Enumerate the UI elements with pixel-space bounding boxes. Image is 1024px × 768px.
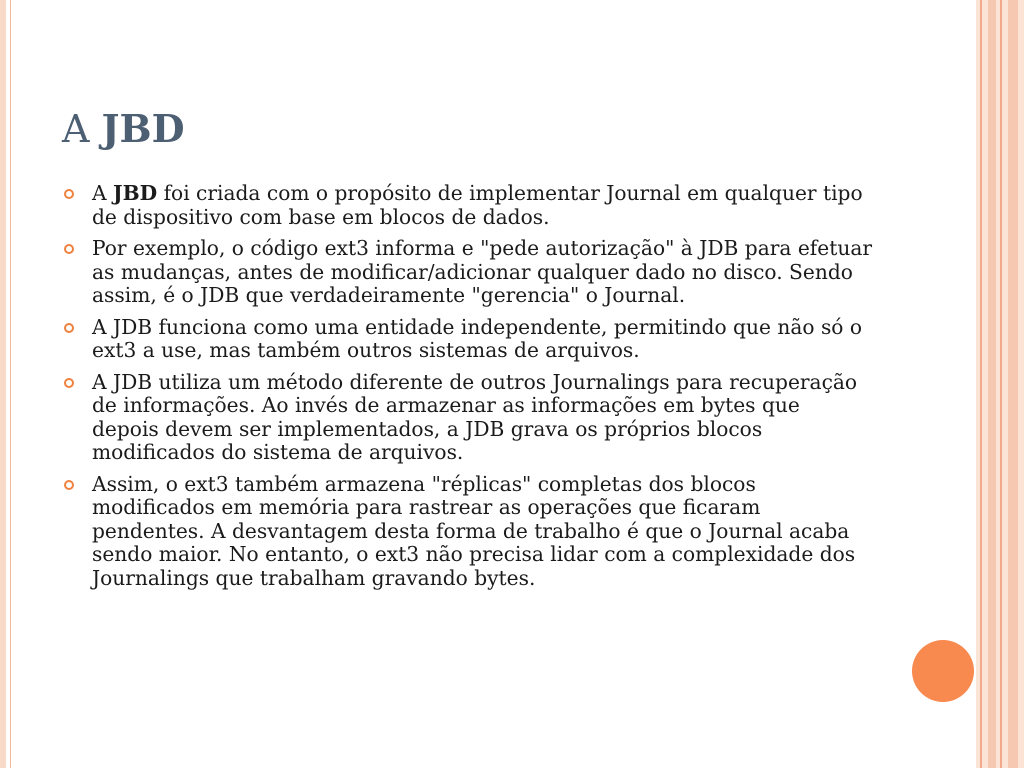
bullet-3-text: A JDB funciona como uma entidade independente, permitindo que não só o ext3 a use, mas também outros sistemas de arquivos.: [92, 314, 863, 362]
slide-title: [62, 104, 185, 154]
circle-outline-icon: [64, 378, 74, 388]
circle-outline-icon: [64, 244, 74, 254]
bullet-list: [62, 182, 872, 598]
left-border-decoration: [0, 0, 6, 768]
decorative-circle: [912, 640, 974, 702]
left-border-line: [10, 0, 11, 768]
bullet-1-bold: JBD: [113, 181, 158, 205]
list-item: [62, 182, 872, 229]
bullet-1-pre: A: [92, 181, 107, 205]
circle-outline-icon: [64, 189, 74, 199]
bullet-2-text: Por exemplo, o código ext3 informa e "pede autorização" à JDB para efetuar as mudanças, antes de modificar/adicionar qualquer dado no disco. Sendo assim, é o JDB que verdadeiramente "gerencia" o Journal.: [92, 236, 873, 307]
right-border-decoration: [976, 0, 1024, 768]
list-item: [62, 371, 872, 465]
list-item: [62, 473, 872, 591]
bullet-1-text: foi criada com o propósito de implementar Journal em qualquer tipo de dispositivo com base em blocos de dados.: [92, 181, 863, 229]
circle-outline-icon: [64, 323, 74, 333]
title-bold: JBD: [101, 106, 185, 151]
list-item: [62, 316, 872, 363]
list-item: [62, 237, 872, 308]
bullet-4-text: A JDB utiliza um método diferente de outros Journalings para recuperação de informações. Ao invés de armazenar as informações em bytes que depois devem ser implementados, a JDB grava os próprios blocos modificados do sistema de arquivos.: [92, 369, 858, 464]
circle-outline-icon: [64, 480, 74, 490]
bullet-5-text: Assim, o ext3 também armazena "réplicas" completas dos blocos modificados em memória para rastrear as operações que ficaram pendentes. A desvantagem desta forma de trabalho é que o Journal acaba sendo maior. No entanto, o ext3 não precisa lidar com a complexidade dos Journalings que trabalham gravando bytes.: [92, 471, 856, 590]
title-prefix: A: [62, 107, 90, 151]
